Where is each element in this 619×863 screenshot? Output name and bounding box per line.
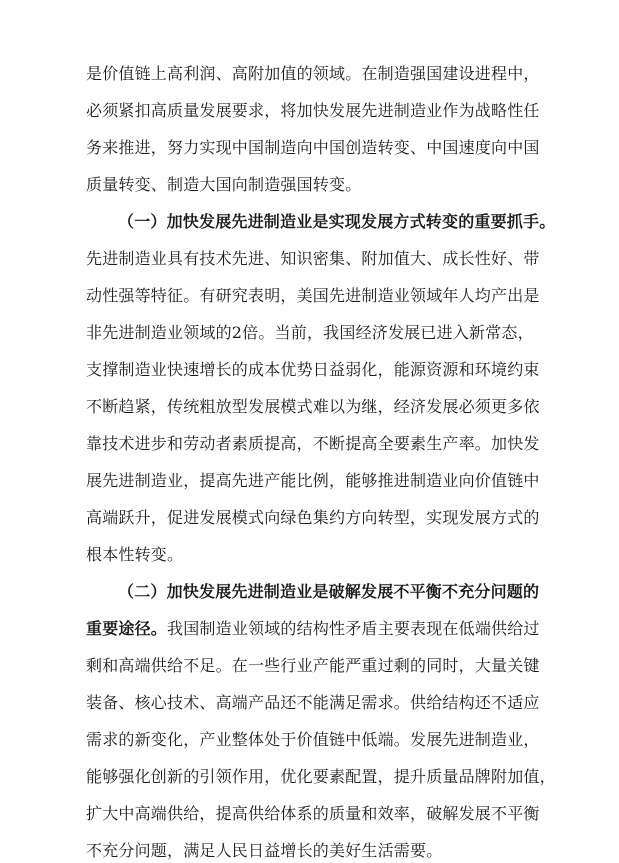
text-line: 剩和高端供给不足。在一些行业产能严重过剩的同时，大量关键 — [86, 656, 540, 675]
text-line — [86, 617, 540, 641]
text-line: 根本性转变。 — [86, 545, 184, 564]
text-line: 扩大中高端供给，提高供给体系的质量和效率，破解发展不平衡 — [86, 804, 540, 823]
text-line: 高端跃升，促进发展模式向绿色集约方向转型，实现发展方式的 — [86, 508, 540, 527]
text-line: 支撑制造业快速增长的成本优势日益弱化，能源资源和环境约束 — [86, 360, 540, 379]
text-line: 能够强化创新的引领作用，优化要素配置，提升质量品牌附加值， — [86, 767, 556, 786]
text-line: 不充分问题，满足人民日益增长的美好生活需要。 — [86, 841, 443, 860]
text-line: 需求的新变化，产业整体处于价值链中低端。发展先进制造业， — [86, 730, 540, 749]
text-line: 先进制造业具有技术先进、知识密集、附加值大、成长性好、带 — [86, 249, 540, 268]
text-span: 我国制造业领域的结构性矛盾主要表现在低端供给过 — [167, 619, 540, 638]
text-line: 展先进制造业，提高先进产能比例，能够推进制造业向价值链中 — [86, 471, 540, 490]
section-heading-2-continued: 重要途径。 — [86, 619, 168, 638]
text-line: 靠技术进步和劳动者素质提高，不断提高全要素生产率。加快发 — [86, 434, 540, 453]
text-line: 质量转变、制造大国向制造强国转变。 — [86, 175, 362, 194]
text-line: 非先进制造业领域的2倍。当前，我国经济发展已进入新常态， — [86, 323, 534, 342]
text-line: 不断趋紧，传统粗放型发展模式难以为继，经济发展必须更多依 — [86, 397, 540, 416]
text-line: 是价值链上高利润、高附加值的领域。在制造强国建设进程中， — [86, 64, 540, 83]
text-line: 必须紧扣高质量发展要求，将加快发展先进制造业作为战略性任 — [86, 101, 540, 120]
section-heading-1: （一）加快发展先进制造业是实现发展方式转变的重要抓手。 — [118, 212, 556, 231]
text-line: 动性强等特征。有研究表明，美国先进制造业领域年人均产出是 — [86, 286, 540, 305]
section-heading-2: （二）加快发展先进制造业是破解发展不平衡不充分问题的 — [118, 582, 540, 601]
text-line: 装备、核心技术、高端产品还不能满足需求。供给结构还不适应 — [86, 693, 540, 712]
text-line: 务来推进，努力实现中国制造向中国创造转变、中国速度向中国 — [86, 138, 540, 157]
